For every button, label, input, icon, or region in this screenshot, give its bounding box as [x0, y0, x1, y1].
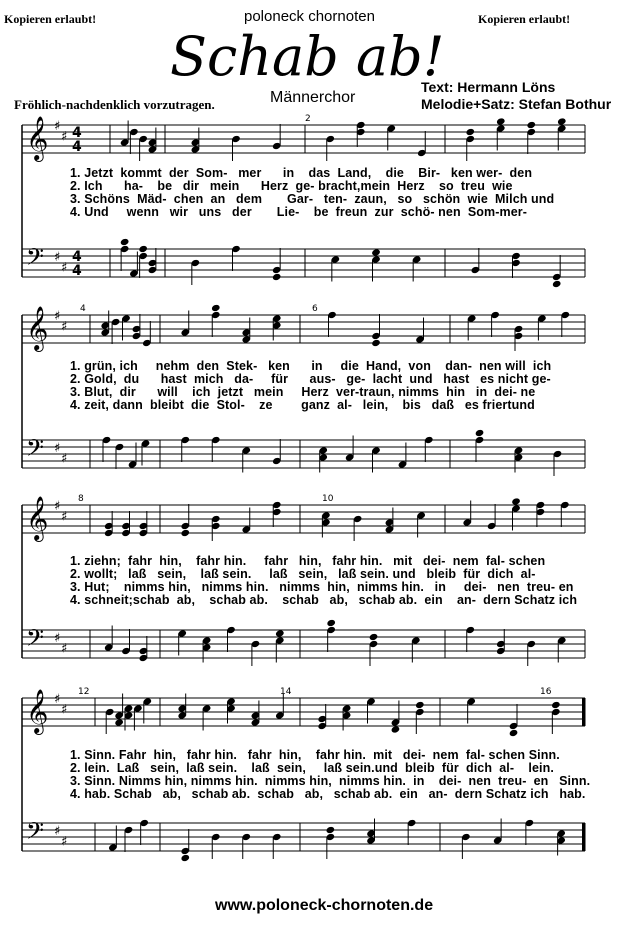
measure-number: 10 — [322, 494, 334, 504]
svg-text:4: 4 — [72, 249, 82, 265]
lyric-verse-4: 4. Und wenn wir uns der Lie- be freun zur schö- nen Som-mer- — [70, 205, 527, 219]
svg-text:♯: ♯ — [54, 119, 61, 134]
svg-text:4: 4 — [72, 263, 82, 279]
svg-text:♯: ♯ — [61, 129, 68, 145]
measure-number: 6 — [312, 304, 318, 314]
lyric-verse-1: 1. ziehn; fahr hin, fahr hin. fahr hin, fahr hin. mit dei- nem fal- schen — [70, 554, 546, 568]
measure-number: 4 — [80, 304, 86, 314]
bass-clef-icon: 𝄢 — [26, 817, 45, 850]
measure-number: 2 — [305, 114, 311, 124]
svg-text:♯: ♯ — [54, 824, 61, 839]
svg-text:4: 4 — [72, 125, 82, 141]
svg-text:♯: ♯ — [61, 641, 68, 657]
lyric-verse-2: 2. Ich ha- be dir mein Herz ge- bracht,mein Herz so treu wie — [70, 179, 513, 193]
svg-text:♯: ♯ — [61, 451, 68, 467]
treble-clef-icon: 𝄞 — [26, 116, 49, 160]
lyric-verse-2: 2. lein. Laß sein, laß sein. laß sein, laß sein.und bleib für dich al- lein. — [70, 761, 554, 775]
lyric-verse-4: 4. hab. Schab ab, schab ab. schab ab, schab ab. ein an- dern Schatz ich hab. — [70, 787, 586, 801]
svg-text:♯: ♯ — [54, 631, 61, 646]
treble-clef-icon: 𝄞 — [26, 496, 49, 540]
copy-note-right: Kopieren erlaubt! — [478, 12, 571, 26]
bass-clef-icon: 𝄢 — [26, 624, 45, 657]
lyric-verse-1: 1. grün, ich nehm den Stek- ken in die Hand, von dan- nen will ich — [70, 359, 552, 373]
lyric-verse-4: 4. zeit, dann bleibt die Stol- ze ganz al- lein, bis daß es friertund — [70, 398, 535, 412]
lyric-verse-3: 3. Hut; nimms hin, nimms hin. nimms hin, nimms hin. in dei- nen treu- en — [70, 580, 574, 594]
lyric-verse-3: 3. Sinn. Nimms hin, nimms hin. nimms hin, nimms hin. in dei- nen treu- en Sinn. — [70, 774, 591, 788]
lyric-verse-1: 1. Jetzt kommt der Som- mer in das Land, die Bir- ken wer- den — [70, 166, 533, 180]
copy-note-left: Kopieren erlaubt! — [4, 12, 97, 26]
treble-clef-icon: 𝄞 — [26, 689, 49, 733]
bass-clef-icon: 𝄢 — [26, 243, 45, 276]
measure-number: 16 — [540, 687, 552, 697]
voicing-label: Männerchor — [270, 89, 356, 106]
svg-text:♯: ♯ — [54, 441, 61, 456]
svg-text:♯: ♯ — [54, 309, 61, 324]
lyricist-credit: Text: Hermann Löns — [421, 79, 556, 95]
lyric-verse-4: 4. schneit;schab ab, schab ab. schab ab, schab ab. ein an- dern Schatz ich — [70, 593, 578, 607]
song-title: Schab ab! — [170, 25, 445, 88]
svg-text:♯: ♯ — [61, 509, 68, 525]
svg-text:♯: ♯ — [61, 834, 68, 850]
lyric-verse-2: 2. Gold, du hast mich da- für aus- ge- lacht und hast es nicht ge- — [70, 372, 551, 386]
svg-text:♯: ♯ — [61, 702, 68, 718]
composer-credit: Melodie+Satz: Stefan Bothur — [421, 96, 612, 112]
svg-text:♯: ♯ — [54, 692, 61, 707]
website-footer[interactable]: www.poloneck-chornoten.de — [215, 897, 434, 914]
publisher-header: poloneck chornoten — [244, 8, 375, 25]
measure-number: 8 — [78, 494, 84, 504]
lyric-verse-2: 2. wollt; laß sein, laß sein. laß sein, laß sein. und bleib für dich al- — [70, 567, 536, 581]
lyric-verse-1: 1. Sinn. Fahr hin, fahr hin. fahr hin, fahr hin. mit dei- nem fal- schen Sinn. — [70, 748, 560, 762]
lyric-verse-3: 3. Schöns Mäd- chen an dem Gar- ten- zaun, so schön wie Milch und — [70, 192, 555, 206]
bass-clef-icon: 𝄢 — [26, 434, 45, 467]
treble-clef-icon: 𝄞 — [26, 306, 49, 350]
measure-number: 14 — [280, 687, 292, 697]
measure-number: 12 — [78, 687, 90, 697]
svg-text:♯: ♯ — [54, 250, 61, 265]
svg-text:4: 4 — [72, 139, 82, 155]
tempo-marking: Fröhlich-nachdenklich vorzutragen. — [14, 97, 215, 112]
lyric-verse-3: 3. Blut, dir will ich jetzt mein Herz ver-traun, nimms hin in dei- ne — [70, 385, 536, 399]
svg-text:♯: ♯ — [54, 499, 61, 514]
svg-text:♯: ♯ — [61, 260, 68, 276]
svg-text:♯: ♯ — [61, 319, 68, 335]
